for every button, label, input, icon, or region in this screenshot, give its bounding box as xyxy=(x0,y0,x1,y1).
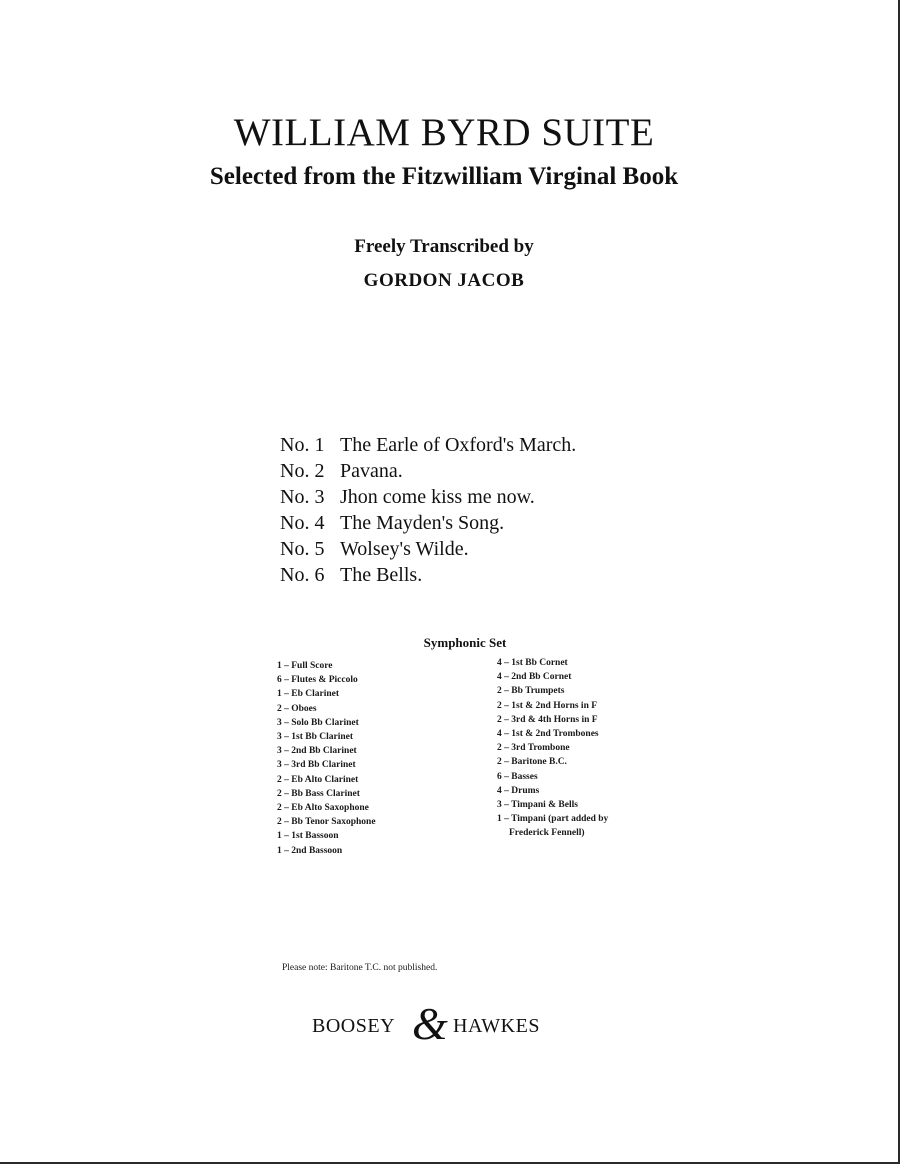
movement-number: No. 1 xyxy=(280,434,325,456)
part-item: 2 – 1st & 2nd Horns in F xyxy=(497,700,598,711)
part-item: 1 – Timpani (part added by xyxy=(497,814,609,825)
part-item: 4 – 1st & 2nd Trombones xyxy=(497,729,599,740)
part-item: 3 – Solo Bb Clarinet xyxy=(277,717,359,728)
part-item: 2 – Bb Tenor Saxophone xyxy=(277,817,376,828)
part-item: 1 – Eb Clarinet xyxy=(277,689,340,700)
page-title: WILLIAM BYRD SUITE xyxy=(233,111,655,154)
part-item: 2 – Bb Bass Clarinet xyxy=(277,788,360,799)
part-item-continuation: Frederick Fennell) xyxy=(509,828,585,839)
part-item: 1 – 2nd Bassoon xyxy=(277,845,343,856)
movement-number: No. 2 xyxy=(280,460,325,482)
parts-list-left xyxy=(277,659,376,858)
part-item: 4 – Drums xyxy=(497,785,540,796)
movement-number: No. 6 xyxy=(280,564,325,586)
movement-item xyxy=(280,510,576,536)
movement-number: No. 3 xyxy=(280,486,325,508)
symphonic-set-heading: Symphonic Set xyxy=(423,635,507,650)
movement-title: Pavana. xyxy=(340,460,403,482)
part-item: 2 – Eb Alto Clarinet xyxy=(277,774,359,785)
part-item: 3 – 1st Bb Clarinet xyxy=(277,732,353,743)
movement-title: Wolsey's Wilde. xyxy=(340,538,469,560)
parts-list-right xyxy=(497,656,608,841)
publication-note: Please note: Baritone T.C. not published. xyxy=(282,963,438,973)
part-item: 4 – 1st Bb Cornet xyxy=(497,658,568,668)
part-item: 1 – Full Score xyxy=(277,661,333,671)
movement-item xyxy=(280,484,576,510)
movement-item xyxy=(280,562,576,588)
part-item: 2 – Baritone B.C. xyxy=(497,757,567,768)
transcriber-name: GORDON JACOB xyxy=(363,270,525,291)
part-item: 3 – Timpani & Bells xyxy=(497,800,578,811)
part-item: 3 – 3rd Bb Clarinet xyxy=(277,760,356,771)
part-item: 2 – 3rd Trombone xyxy=(497,743,570,754)
movement-number: No. 4 xyxy=(280,512,325,534)
part-item: 4 – 2nd Bb Cornet xyxy=(497,672,572,683)
publisher-ampersand: & xyxy=(412,998,448,1049)
publisher-name-right: HAWKES xyxy=(453,1015,540,1037)
page-subtitle: Selected from the Fitzwilliam Virginal Book xyxy=(209,163,679,190)
movement-title: The Earle of Oxford's March. xyxy=(340,434,577,456)
movement-item xyxy=(280,458,576,484)
movement-item xyxy=(280,432,576,458)
part-item: 2 – 3rd & 4th Horns in F xyxy=(497,714,598,725)
part-item: 6 – Flutes & Piccolo xyxy=(277,675,358,686)
part-item: 1 – 1st Bassoon xyxy=(277,831,339,842)
movement-title: The Bells. xyxy=(340,564,423,586)
movement-title: The Mayden's Song. xyxy=(340,512,505,534)
transcriber-label: Freely Transcribed by xyxy=(354,236,534,257)
part-item: 2 – Eb Alto Saxophone xyxy=(277,803,369,814)
publisher-name-left: BOOSEY xyxy=(312,1015,396,1037)
movement-list xyxy=(280,432,576,588)
part-item: 2 – Bb Trumpets xyxy=(497,686,565,697)
part-item: 3 – 2nd Bb Clarinet xyxy=(277,746,357,757)
part-item: 6 – Basses xyxy=(497,771,538,782)
movement-number: No. 5 xyxy=(280,538,325,560)
part-item: 2 – Oboes xyxy=(277,703,317,714)
movement-title: Jhon come kiss me now. xyxy=(340,486,535,508)
movement-item xyxy=(280,536,576,562)
publisher-logo xyxy=(312,998,572,1055)
